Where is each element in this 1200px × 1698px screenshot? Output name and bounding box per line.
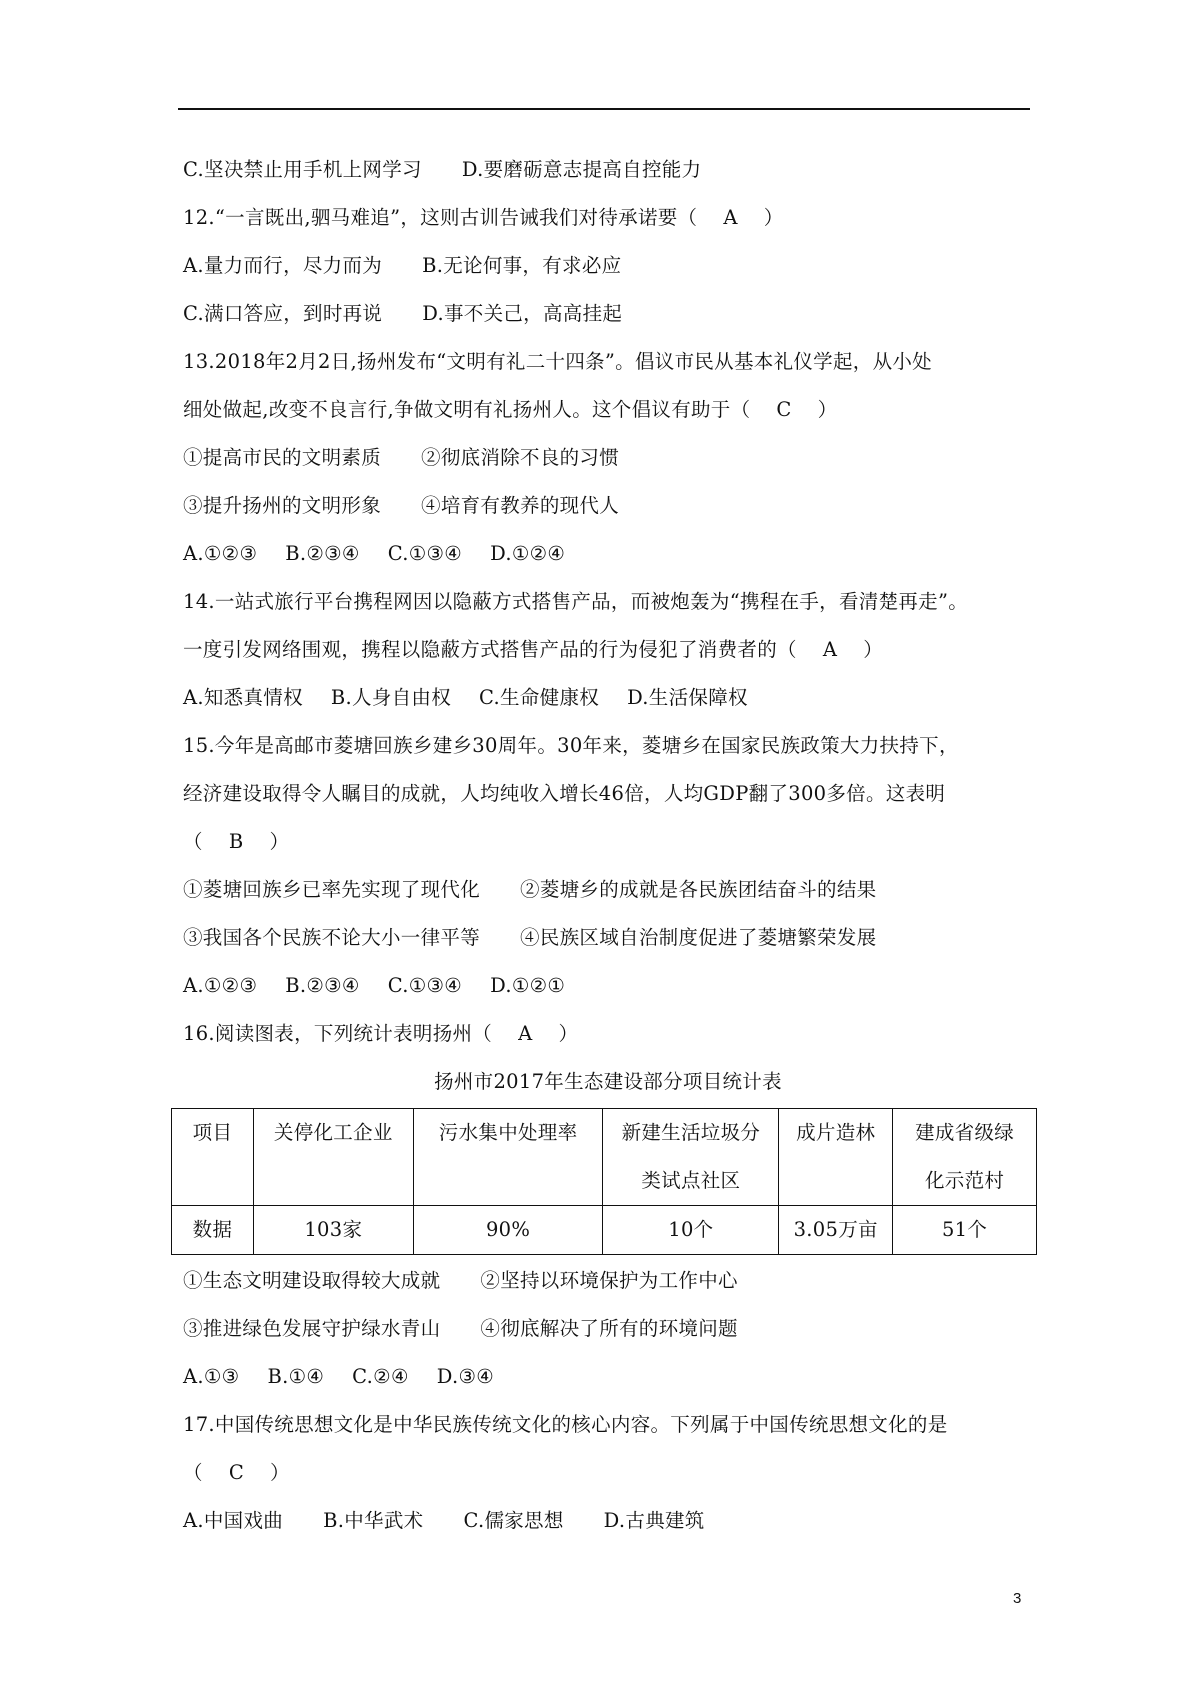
item-2: ②坚持以环境保护为工作中心	[480, 1269, 738, 1292]
item-4: ④培育有教养的现代人	[421, 494, 620, 517]
option-b: B.无论何事，有求必应	[422, 254, 622, 277]
table-cell: 103家	[253, 1206, 413, 1255]
item-3: ③提升扬州的文明形象	[183, 494, 382, 517]
option-c: C.②④	[352, 1365, 409, 1388]
table-cell: 10个	[603, 1206, 779, 1255]
option-b: B.②③④	[285, 542, 360, 565]
option-c: C.坚决禁止用手机上网学习	[183, 158, 422, 181]
table-header-cell: 成片造林	[779, 1109, 893, 1206]
item-1: ①生态文明建设取得较大成就	[183, 1269, 441, 1292]
option-c: C.满口答应，到时再说	[183, 302, 383, 325]
paren-open: （	[183, 1461, 203, 1484]
paren-close: ）	[817, 398, 838, 421]
table-header-cell: 关停化工企业	[253, 1109, 413, 1206]
stats-table	[171, 1108, 1037, 1255]
paren-close: ）	[558, 1022, 579, 1045]
option-c: C.儒家思想	[463, 1509, 564, 1532]
q13-options	[183, 530, 1033, 578]
option-d: D.①②④	[490, 542, 566, 565]
q15-items-34	[183, 914, 1033, 962]
item-2: ②菱塘乡的成就是各民族团结奋斗的结果	[520, 878, 877, 901]
option-a: A.中国戏曲	[183, 1509, 284, 1532]
q14-stem-line1: 14.一站式旅行平台携程网因以隐蔽方式搭售产品，而被炮轰为“携程在手，看清楚再走”。	[183, 590, 969, 613]
option-d: D.事不关己，高高挂起	[422, 302, 623, 325]
item-4: ④彻底解决了所有的环境问题	[480, 1317, 738, 1340]
option-d: D.生活保障权	[627, 686, 748, 709]
option-d: D.①②①	[490, 974, 566, 997]
q15-options	[183, 962, 1033, 1010]
question-stem: 细处做起,改变不良言行,争做文明有礼扬州人。这个倡议有助于（	[183, 398, 751, 421]
q13-items-34	[183, 482, 1033, 530]
option-b: B.中华武术	[323, 1509, 424, 1532]
option-a: A.①②③	[183, 542, 258, 565]
table-header-cell: 污水集中处理率	[413, 1109, 603, 1206]
q16-stem	[183, 1010, 1033, 1058]
q14-options	[183, 674, 1033, 722]
q17-stem: 17.中国传统思想文化是中华民族传统文化的核心内容。下列属于中国传统思想文化的是	[183, 1413, 948, 1436]
q14-stem-line2	[183, 626, 1033, 674]
q16-options	[183, 1353, 1033, 1401]
option-b: B.①④	[267, 1365, 325, 1388]
option-a: A.量力而行，尽力而为	[183, 254, 383, 277]
answer: A	[518, 1022, 533, 1045]
q12-options-ab	[183, 242, 1033, 290]
paren-close: ）	[863, 638, 884, 661]
page-number: 3	[1013, 1590, 1022, 1607]
q15-answer-line	[183, 818, 1033, 866]
q13-stem-line2	[183, 386, 1033, 434]
header-rule	[178, 108, 1030, 110]
table-header-cell: 项目	[172, 1109, 254, 1206]
q15-stem-line2: 经济建设取得令人瞩目的成就，人均纯收入增长46倍，人均GDP翻了300多倍。这表明	[183, 782, 946, 805]
option-d: D.③④	[436, 1365, 495, 1388]
option-b: B.②③④	[285, 974, 360, 997]
table-cell: 数据	[172, 1206, 254, 1255]
answer: B	[228, 830, 244, 853]
table-header-cell: 建成省级绿 化示范村	[893, 1109, 1037, 1206]
option-c: C.①③④	[387, 542, 463, 565]
q12-options-cd	[183, 290, 1033, 338]
option-a: A.①②③	[183, 974, 258, 997]
option-d: D.要磨砺意志提高自控能力	[461, 158, 702, 181]
option-b: B.人身自由权	[330, 686, 452, 709]
item-4: ④民族区域自治制度促进了菱塘繁荣发展	[520, 926, 877, 949]
q17-answer-line	[183, 1449, 1033, 1497]
answer: A	[822, 638, 838, 661]
q15-items-12	[183, 866, 1033, 914]
table-cell: 90%	[413, 1206, 603, 1255]
paren-close: ）	[763, 206, 784, 229]
table-cell: 51个	[893, 1206, 1037, 1255]
item-1: ①菱塘回族乡已率先实现了现代化	[183, 878, 481, 901]
paren-close: ）	[269, 830, 290, 853]
answer: A	[723, 206, 738, 229]
paren-close: ）	[270, 1461, 290, 1484]
option-c: C.生命健康权	[479, 686, 600, 709]
question-stem: 16.阅读图表，下列统计表明扬州（	[183, 1022, 493, 1045]
item-2: ②彻底消除不良的习惯	[421, 446, 620, 469]
table-row	[172, 1206, 1037, 1255]
q12-stem	[183, 194, 1033, 242]
table-cell: 3.05万亩	[779, 1206, 893, 1255]
question-stem: 12.“一言既出,驷马难追”，这则古训告诫我们对待承诺要（	[183, 206, 698, 229]
option-c: C.①③④	[387, 974, 463, 997]
question-stem: 一度引发网络围观，携程以隐蔽方式搭售产品的行为侵犯了消费者的（	[183, 638, 797, 661]
item-3: ③我国各个民族不论大小一律平等	[183, 926, 481, 949]
q13-items-12	[183, 434, 1033, 482]
table-header-row	[172, 1109, 1037, 1206]
q11-options-cd	[183, 146, 1033, 194]
item-1: ①提高市民的文明素质	[183, 446, 382, 469]
table-header-cell: 新建生活垃圾分 类试点社区	[603, 1109, 779, 1206]
q17-options	[183, 1497, 1033, 1545]
item-3: ③推进绿色发展守护绿水青山	[183, 1317, 441, 1340]
option-d: D.古典建筑	[603, 1509, 705, 1532]
paren-open: （	[183, 830, 203, 853]
q13-stem-line1: 13.2018年2月2日,扬州发布“文明有礼二十四条”。倡议市民从基本礼仪学起，从小处	[183, 350, 932, 373]
option-a: A.①③	[183, 1365, 240, 1388]
table-title: 扬州市2017年生态建设部分项目统计表	[434, 1070, 782, 1093]
q16-items-12	[183, 1257, 1033, 1305]
answer: C	[776, 398, 792, 421]
answer: C	[228, 1461, 245, 1484]
document-body	[183, 146, 1033, 1545]
q16-items-34	[183, 1305, 1033, 1353]
option-a: A.知悉真情权	[183, 686, 303, 709]
q15-stem-line1: 15.今年是高邮市菱塘回族乡建乡30周年。30年来，菱塘乡在国家民族政策大力扶持下，	[183, 734, 959, 757]
